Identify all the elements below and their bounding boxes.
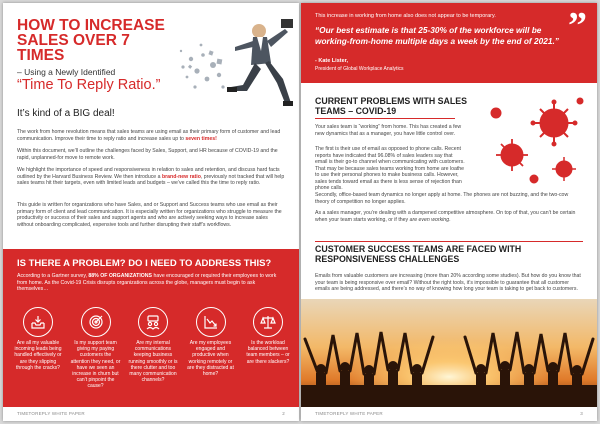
hero-quote: “Time To Reply Ratio.”: [17, 77, 161, 93]
hero-tagline: It’s kind of a BIG deal!: [17, 108, 115, 119]
question-item: [128, 307, 178, 390]
quote-author-role: President of Global Workplace Analytics: [315, 66, 404, 72]
question-text: Are my employees engaged and productive when working remotely or are they distracted at home?: [187, 340, 234, 378]
intro-highlight: seven times!: [185, 135, 217, 142]
ratio-highlight: brand-new ratio: [161, 173, 201, 180]
page-number: 2: [282, 411, 285, 416]
question-item: [243, 307, 293, 390]
quote-author: - Kate Lister,: [315, 58, 349, 64]
ratio-text-a: We highlight the importance of speed and responsiveness in relation to sales and retention, and discuss hard facts outlined by the Harvard Business Review. We then introduce a: [17, 167, 280, 180]
question-item: [71, 307, 121, 390]
question-text: Is the workload balanced between team members – or are there slackers?: [246, 340, 290, 365]
sales-paragraph-2: The first is their use of email as opposed to phone calls. Recent reports have indicated that 96.08% of sales leaders say that email is their go-to channel when communicating with customers. That may be because sales teams working from home are loathe to use their personal phones to make business calls. However, sales tends toward email as there is less sense of rejection than phone calls.: [315, 146, 465, 191]
panel-title: IS THERE A PROBLEM? DO I NEED TO ADDRESS THIS?: [17, 258, 272, 269]
sales-p4-emphasis: are even working: [409, 216, 450, 223]
section-title-success: CUSTOMER SUCCESS TEAMS ARE FACED WITH RESPONSIVENESS CHALLENGES: [315, 244, 522, 264]
sales-paragraph-1: Your sales team is “working” from home. This has created a few new dynamics that as a manager, you have little control over.: [315, 124, 462, 137]
question-text: Are all my valuable incoming leads being handled effectively or are they slipping through the cracks?: [14, 340, 62, 371]
quote-mark-icon: ”: [568, 5, 587, 47]
hero-title: HOW TO INCREASE SALES OVER 7 TIMES: [17, 17, 165, 64]
question-text: Are my internal communications keeping business running smoothly or is there clutter and too many communication channels?: [128, 340, 178, 384]
intro-paragraph: [17, 129, 285, 142]
virus-illustration: [476, 93, 586, 191]
target-icon: [81, 307, 111, 337]
section-divider: [315, 241, 583, 242]
success-paragraph: Emails from valuable customers are increasing (more than 20% according some studies). But how do you know that your team is being responsive over email? Without the right tools, it’s impossible to guarantee that all customer emails are being addressed, and there’s no way of knowing how long your team is taking to get back to customers.: [315, 273, 581, 292]
sales-p4-text: As a sales manager, you’re dealing with a dampened competitive atmosphere. On top of that, you can’t be certain when your team starts working, or if they: [315, 210, 576, 223]
ratio-text-c: , previously not tracked that will help sales teams hit their targets, even with limited leads and budgets – we’ve called this the time to reply ratio.: [17, 173, 285, 187]
footer-label: TIMETOREPLY WHITE PAPER: [17, 411, 85, 416]
sales-paragraph-3: Secondly, office-based team dynamics no longer apply at home. The phones are not buzzing, and the two-cow theory of competition no longer applies.: [315, 192, 569, 205]
audience-paragraph: This guide is written for organizations who have Sales, and or Support and Success teams who use email as their primary form of client and lead communication. It is especially written for organizations who struggle to measure the productivity or success of their sales and support agents and who are actively seeking ways to increase sales without onboarding complicated, expensive tools and further disrupting their staff’s workflows.: [17, 202, 282, 228]
scale-icon: [253, 307, 283, 337]
section-title-sales: CURRENT PROBLEMS WITH SALES TEAMS – COVID-19: [315, 96, 467, 116]
question-item: [186, 307, 236, 390]
footer-label: TIMETOREPLY WHITE PAPER: [315, 411, 383, 416]
page-number: 3: [580, 411, 583, 416]
question-item: [13, 307, 63, 390]
question-text: Is my support team giving my paying customers the attention they need, or have we seen an increase in churn but can’t pinpoint the cause?: [70, 340, 121, 390]
panel-text-a: According to a Gartner survey,: [17, 273, 89, 279]
running-businessman-illustration: [173, 7, 297, 117]
sales-p4-end: .: [449, 216, 451, 223]
problem-panel: [3, 249, 299, 407]
ratio-paragraph: [17, 167, 285, 187]
chart-down-icon: [196, 307, 226, 337]
panel-stat: 88% OF ORGANIZATIONS: [88, 273, 153, 279]
question-icon-row: [13, 307, 293, 390]
left-page: [3, 3, 299, 421]
sales-paragraph-4: [315, 210, 583, 223]
panel-text-c: have encouraged or required their employees to work from home. As the Covid-19 Crisis disrupts organizations across the globe, managers must begin to ask themselves…: [17, 273, 277, 293]
quote-band: [301, 3, 597, 83]
pull-quote: “Our best estimate is that 25-30% of the workforce will be working-from-home multiple days a week by the end of 2021.”: [315, 25, 559, 46]
team-sunset-photo: [301, 299, 597, 407]
right-page: [301, 3, 597, 421]
intro-text: The work from home revolution means that sales teams are using email as their primary form of customer and lead communication. Improve their time to reply ratio and increase sales up to: [17, 129, 281, 142]
outline-paragraph: Within this document, we’ll outline the challenges faced by Sales, Support, and HR because of COVID-19 and the rapid, unplanned-for move to remote work.: [17, 148, 278, 161]
quote-intro: This increase in working from home also does not appear to be temporary.: [315, 13, 496, 19]
section-divider: [315, 118, 455, 119]
panel-text: [17, 273, 285, 293]
inbox-icon: [23, 307, 53, 337]
chat-people-icon: [138, 307, 168, 337]
hero-subtitle: – Using a Newly Identified: [17, 67, 116, 77]
